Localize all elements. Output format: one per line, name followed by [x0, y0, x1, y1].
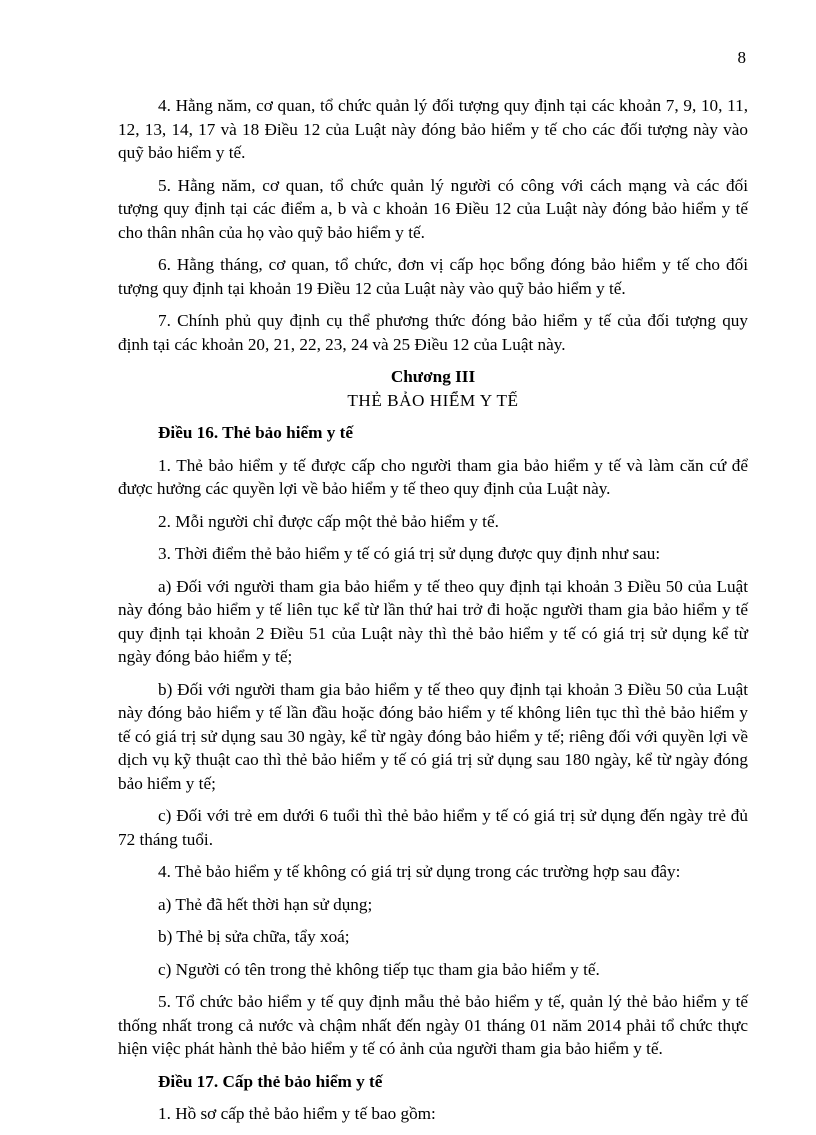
- article-16-clause-3c: c) Đối với trẻ em dưới 6 tuổi thì thẻ bảo hiểm y tế có giá trị sử dụng đến ngày trẻ đủ 72 tháng tuổi.: [118, 806, 748, 849]
- article-16-clause-4b: b) Thẻ bị sửa chữa, tẩy xoá;: [158, 927, 350, 946]
- chapter-title: THẺ BẢO HIỂM Y TẾ: [347, 390, 519, 410]
- article-17-heading: Điều 17. Cấp thẻ bảo hiểm y tế: [158, 1071, 383, 1091]
- clause-6: 6. Hằng tháng, cơ quan, tổ chức, đơn vị cấp học bổng đóng bảo hiểm y tế cho đối tượng quy định tại khoản 19 Điều 12 của Luật này vào quỹ bảo hiểm y tế.: [118, 255, 748, 298]
- article-16-clause-1: 1. Thẻ bảo hiểm y tế được cấp cho người tham gia bảo hiểm y tế và làm căn cứ để được hưởng các quyền lợi về bảo hiểm y tế theo quy định của Luật này.: [118, 455, 748, 498]
- article-16-clause-3: 3. Thời điểm thẻ bảo hiểm y tế có giá trị sử dụng được quy định như sau:: [158, 544, 661, 563]
- article-16-clause-2: 2. Mỗi người chỉ được cấp một thẻ bảo hiểm y tế.: [158, 511, 499, 531]
- page-number: 8: [737, 48, 746, 67]
- article-16-clause-4: 4. Thẻ bảo hiểm y tế không có giá trị sử dụng trong các trường hợp sau đây:: [158, 862, 681, 881]
- article-16-heading: Điều 16. Thẻ bảo hiểm y tế: [158, 423, 353, 442]
- clause-7: 7. Chính phủ quy định cụ thể phương thức đóng bảo hiểm y tế của đối tượng quy định tại các khoản 20, 21, 22, 23, 24 và 25 Điều 12 của Luật này.: [118, 311, 748, 354]
- clause-5: 5. Hằng năm, cơ quan, tổ chức quản lý người có công với cách mạng và các đối tượng quy định tại các điểm a, b và c khoản 16 Điều 12 của Luật này đóng bảo hiểm y tế cho thân nhân của họ vào quỹ bảo hiểm y tế.: [118, 175, 748, 242]
- article-16-clause-5: 5. Tổ chức bảo hiểm y tế quy định mẫu thẻ bảo hiểm y tế, quản lý thẻ bảo hiểm y tế thống nhất trong cả nước và chậm nhất đến ngày 01 tháng 01 năm 2014 phải tổ chức thực hiện việc phát hành thẻ bảo hiểm y tế có ảnh của người tham gia bảo hiểm y tế.: [118, 992, 748, 1058]
- article-17-clause-1: 1. Hồ sơ cấp thẻ bảo hiểm y tế bao gồm:: [158, 1104, 436, 1123]
- clause-4: 4. Hằng năm, cơ quan, tổ chức quản lý đối tượng quy định tại các khoản 7, 9, 10, 11, 12, 13, 14, 17 và 18 Điều 12 của Luật này đóng bảo hiểm y tế cho các đối tượng này vào quỹ bảo hiểm y tế.: [118, 96, 748, 162]
- article-16-clause-4a: a) Thẻ đã hết thời hạn sử dụng;: [158, 894, 373, 914]
- article-16-clause-4c: c) Người có tên trong thẻ không tiếp tục tham gia bảo hiểm y tế.: [158, 959, 600, 979]
- article-16-clause-3b: b) Đối với người tham gia bảo hiểm y tế theo quy định tại khoản 3 Điều 50 của Luật này đóng bảo hiểm y tế lần đầu hoặc đóng bảo hiểm y tế không liên tục thì thẻ bảo hiểm y tế có giá trị sử dụng sau 30 ngày, kể từ ngày đóng bảo hiểm y tế; riêng đối với quyền lợi về dịch vụ kỹ thuật cao thì thẻ bảo hiểm y tế có giá trị sử dụng sau 180 ngày, kể từ ngày đóng bảo hiểm y tế;: [118, 679, 748, 793]
- article-16-clause-3a: a) Đối với người tham gia bảo hiểm y tế theo quy định tại khoản 3 Điều 50 của Luật này đóng bảo hiểm y tế liên tục kể từ lần thứ hai trở đi hoặc người tham gia bảo hiểm y tế quy định tại khoản 2 Điều 51 của Luật này thì thẻ bảo hiểm y tế có giá trị sử dụng kể từ ngày đóng bảo hiểm y tế;: [118, 576, 748, 666]
- document-body: [118, 94, 748, 1135]
- chapter-number: Chương III: [390, 367, 476, 386]
